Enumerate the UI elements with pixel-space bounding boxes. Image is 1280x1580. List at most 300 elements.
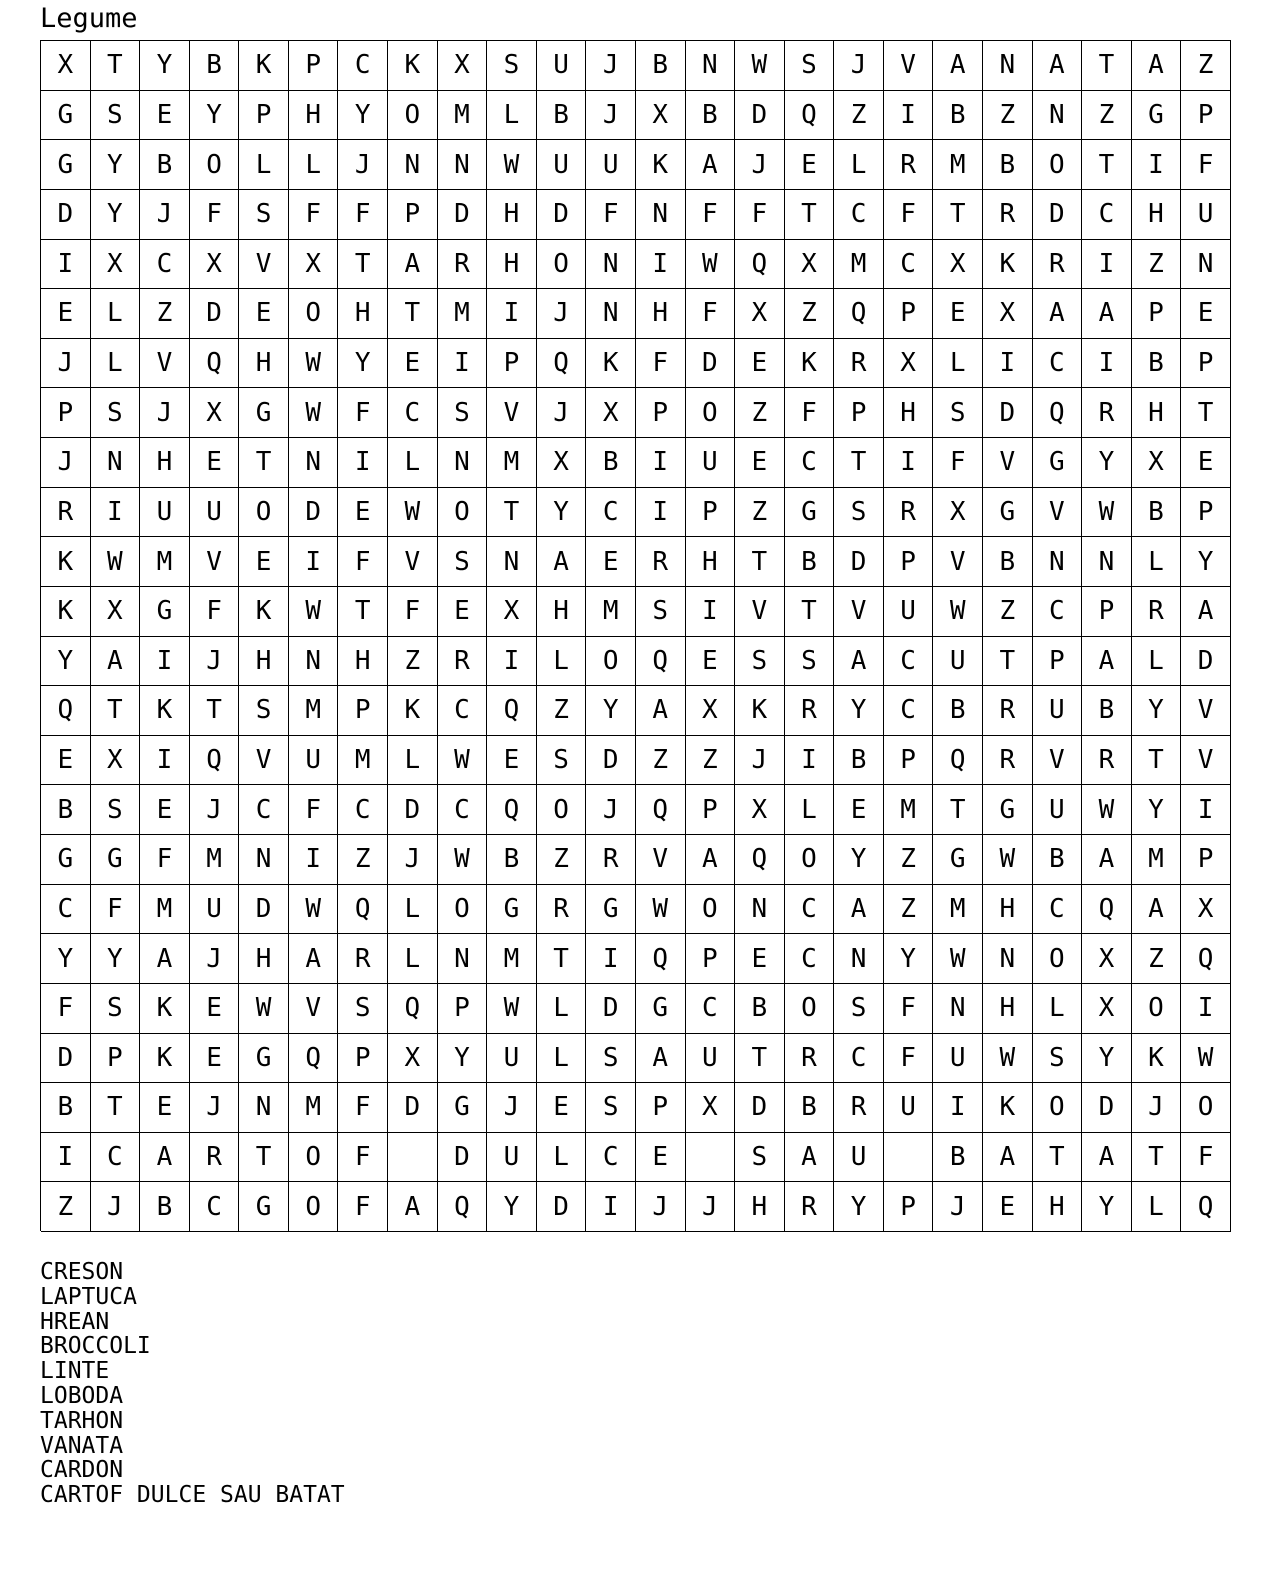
grid-cell: V <box>1181 686 1231 736</box>
grid-cell: Z <box>1132 240 1182 290</box>
grid-cell: V <box>487 388 537 438</box>
grid-cell: E <box>41 736 91 786</box>
grid-cell: I <box>1082 240 1132 290</box>
grid-cell: O <box>586 637 636 687</box>
grid-cell: B <box>636 41 686 91</box>
grid-cell: U <box>1181 190 1231 240</box>
grid-cell: W <box>933 934 983 984</box>
grid-cell: Q <box>1033 388 1083 438</box>
grid-cell: N <box>1033 91 1083 141</box>
grid-cell: D <box>537 1182 587 1232</box>
puzzle-title: Legume <box>40 3 138 34</box>
grid-cell: N <box>438 438 488 488</box>
grid-cell: M <box>834 240 884 290</box>
grid-cell: B <box>933 1133 983 1183</box>
grid-cell: O <box>785 835 835 885</box>
grid-cell: Y <box>1082 438 1132 488</box>
grid-cell: Q <box>1181 934 1231 984</box>
grid-cell: T <box>735 537 785 587</box>
word-list-item: HREAN <box>40 1308 110 1335</box>
grid-cell: X <box>686 686 736 736</box>
grid-cell: S <box>933 388 983 438</box>
grid-cell: J <box>586 91 636 141</box>
grid-cell: W <box>636 885 686 935</box>
grid-cell: F <box>289 190 339 240</box>
grid-cell: P <box>636 1083 686 1133</box>
grid-cell: X <box>388 1034 438 1084</box>
grid-row <box>41 240 1231 290</box>
grid-cell: D <box>834 537 884 587</box>
grid-cell: Y <box>438 1034 488 1084</box>
grid-cell: N <box>983 934 1033 984</box>
grid-cell: J <box>140 388 190 438</box>
word-list-item: CARDON <box>40 1457 124 1484</box>
grid-cell: H <box>239 339 289 389</box>
grid-cell: F <box>338 1083 388 1133</box>
grid-cell: S <box>438 388 488 438</box>
grid-cell: C <box>834 1034 884 1084</box>
grid-cell: Z <box>140 289 190 339</box>
grid-cell: I <box>140 736 190 786</box>
grid-cell: C <box>586 488 636 538</box>
grid-cell: M <box>438 91 488 141</box>
grid-cell: W <box>933 587 983 637</box>
grid-cell: Q <box>636 637 686 687</box>
grid-cell: H <box>1033 1182 1083 1232</box>
grid-cell: T <box>537 934 587 984</box>
grid-cell: N <box>1033 537 1083 587</box>
grid-cell: D <box>388 1083 438 1133</box>
grid-cell: D <box>1033 190 1083 240</box>
grid-cell: U <box>487 1034 537 1084</box>
grid-cell: B <box>1132 339 1182 389</box>
grid-cell: M <box>140 537 190 587</box>
grid-cell: T <box>1132 736 1182 786</box>
grid-cell: C <box>338 785 388 835</box>
grid-cell: F <box>338 537 388 587</box>
grid-cell: L <box>91 339 141 389</box>
grid-cell: X <box>537 438 587 488</box>
grid-cell: E <box>686 637 736 687</box>
word-list-item: BROCCOLI <box>40 1333 151 1360</box>
grid-cell: E <box>190 984 240 1034</box>
grid-cell: Z <box>1181 41 1231 91</box>
grid-cell: W <box>686 240 736 290</box>
grid-row <box>41 339 1231 389</box>
grid-cell: D <box>438 1133 488 1183</box>
grid-cell: I <box>636 438 686 488</box>
grid-cell: E <box>140 1083 190 1133</box>
grid-cell: B <box>1082 686 1132 736</box>
grid-cell: I <box>438 339 488 389</box>
grid-cell: J <box>190 934 240 984</box>
grid-cell: D <box>41 1034 91 1084</box>
grid-cell: Q <box>735 240 785 290</box>
grid-cell: V <box>636 835 686 885</box>
grid-cell: R <box>438 240 488 290</box>
grid-cell: U <box>190 488 240 538</box>
grid-cell: H <box>1132 190 1182 240</box>
grid-cell: M <box>289 686 339 736</box>
grid-cell: Y <box>537 488 587 538</box>
grid-cell: F <box>1181 1133 1231 1183</box>
grid-cell: P <box>388 190 438 240</box>
grid-cell: W <box>735 41 785 91</box>
grid-cell: P <box>686 934 736 984</box>
grid-cell: E <box>983 1182 1033 1232</box>
grid-cell: G <box>1033 438 1083 488</box>
grid-cell: M <box>140 885 190 935</box>
grid-cell: P <box>1181 91 1231 141</box>
grid-cell: E <box>537 1083 587 1133</box>
word-list-item: CRESON <box>40 1259 124 1285</box>
grid-cell: V <box>834 587 884 637</box>
grid-cell: H <box>239 637 289 687</box>
grid-cell: W <box>91 537 141 587</box>
grid-cell: K <box>388 41 438 91</box>
grid-cell: G <box>1132 91 1182 141</box>
grid-cell: I <box>1132 140 1182 190</box>
grid-row <box>41 885 1231 935</box>
grid-cell: N <box>239 835 289 885</box>
grid-cell: Y <box>1082 1034 1132 1084</box>
grid-cell: I <box>487 637 537 687</box>
grid-cell: M <box>487 438 537 488</box>
grid-cell: F <box>338 1133 388 1183</box>
grid-cell: D <box>537 190 587 240</box>
grid-cell: O <box>438 885 488 935</box>
grid-cell: W <box>1082 785 1132 835</box>
grid-cell: X <box>1181 885 1231 935</box>
grid-cell: T <box>785 190 835 240</box>
grid-cell: G <box>785 488 835 538</box>
grid-cell: N <box>834 934 884 984</box>
grid-cell: P <box>239 91 289 141</box>
grid-cell: A <box>1132 885 1182 935</box>
grid-cell: J <box>735 140 785 190</box>
grid-row <box>41 438 1231 488</box>
grid-cell: L <box>388 438 438 488</box>
grid-cell: W <box>438 835 488 885</box>
grid-cell: B <box>1033 835 1083 885</box>
grid-cell: C <box>388 388 438 438</box>
grid-cell: W <box>487 140 537 190</box>
grid-cell: N <box>933 984 983 1034</box>
grid-cell: J <box>190 637 240 687</box>
grid-cell: T <box>1132 1133 1182 1183</box>
grid-cell: S <box>834 488 884 538</box>
grid-cell: H <box>884 388 934 438</box>
grid-cell: G <box>438 1083 488 1133</box>
grid-cell: Y <box>91 934 141 984</box>
grid-cell: D <box>735 91 785 141</box>
grid-cell: Z <box>1132 934 1182 984</box>
grid-cell: T <box>91 686 141 736</box>
grid-row <box>41 488 1231 538</box>
grid-cell: N <box>487 537 537 587</box>
grid-cell: L <box>537 1034 587 1084</box>
grid-cell: X <box>1132 438 1182 488</box>
grid-cell: O <box>438 488 488 538</box>
grid-cell: C <box>834 190 884 240</box>
grid-cell: U <box>537 41 587 91</box>
grid-cell: E <box>487 736 537 786</box>
grid-cell: O <box>239 488 289 538</box>
grid-cell: E <box>140 91 190 141</box>
grid-cell: F <box>140 835 190 885</box>
grid-cell: I <box>785 736 835 786</box>
grid-cell: P <box>884 537 934 587</box>
grid-cell: B <box>983 537 1033 587</box>
grid-row <box>41 41 1231 91</box>
grid-cell: Z <box>338 835 388 885</box>
grid-cell: F <box>190 587 240 637</box>
grid-cell: A <box>1082 835 1132 885</box>
grid-cell: I <box>1181 785 1231 835</box>
grid-cell: G <box>239 1182 289 1232</box>
grid-cell: Y <box>338 91 388 141</box>
grid-cell: J <box>636 1182 686 1232</box>
grid-cell: X <box>438 41 488 91</box>
grid-cell: N <box>983 41 1033 91</box>
grid-cell: W <box>388 488 438 538</box>
grid-cell: W <box>289 885 339 935</box>
grid-cell: H <box>686 537 736 587</box>
word-list-item: LOBODA <box>40 1382 124 1409</box>
grid-row <box>41 289 1231 339</box>
grid-cell: P <box>636 388 686 438</box>
grid-cell: T <box>338 240 388 290</box>
grid-cell: Z <box>735 488 785 538</box>
grid-cell: M <box>338 736 388 786</box>
grid-cell: X <box>289 240 339 290</box>
grid-cell: U <box>686 1034 736 1084</box>
grid-cell: Q <box>537 339 587 389</box>
grid-cell: C <box>884 637 934 687</box>
grid-cell: Y <box>190 91 240 141</box>
grid-cell: J <box>537 388 587 438</box>
grid-cell: Q <box>1181 1182 1231 1232</box>
grid-cell: E <box>140 785 190 835</box>
grid-cell: L <box>537 637 587 687</box>
grid-cell: P <box>884 736 934 786</box>
grid-cell: E <box>190 1034 240 1084</box>
grid-cell: D <box>190 289 240 339</box>
grid-cell: H <box>537 587 587 637</box>
grid-cell: R <box>983 686 1033 736</box>
grid-cell: S <box>834 984 884 1034</box>
grid-cell: N <box>289 438 339 488</box>
grid-cell: Q <box>41 686 91 736</box>
grid-row <box>41 140 1231 190</box>
grid-cell: B <box>933 91 983 141</box>
grid-cell: R <box>190 1133 240 1183</box>
grid-cell: Y <box>586 686 636 736</box>
grid-cell: Y <box>91 140 141 190</box>
grid-cell: Z <box>537 835 587 885</box>
grid-cell: P <box>91 1034 141 1084</box>
grid-cell: Y <box>1132 686 1182 736</box>
grid-cell: I <box>933 1083 983 1133</box>
grid-row <box>41 91 1231 141</box>
grid-cell: J <box>190 785 240 835</box>
grid-cell: B <box>735 984 785 1034</box>
grid-cell: W <box>438 736 488 786</box>
grid-cell: A <box>1082 637 1132 687</box>
grid-cell: T <box>190 686 240 736</box>
grid-cell: T <box>735 1034 785 1084</box>
grid-cell: J <box>735 736 785 786</box>
grid-cell: K <box>239 587 289 637</box>
grid-cell: K <box>983 240 1033 290</box>
grid-cell: P <box>686 488 736 538</box>
grid-cell: B <box>586 438 636 488</box>
grid-cell: S <box>91 984 141 1034</box>
grid-cell: U <box>289 736 339 786</box>
grid-row <box>41 1182 1231 1232</box>
grid-cell: Z <box>41 1182 91 1232</box>
grid-cell: S <box>735 1133 785 1183</box>
grid-cell: F <box>338 190 388 240</box>
grid-cell: Z <box>686 736 736 786</box>
grid-cell: K <box>388 686 438 736</box>
grid-cell: R <box>586 835 636 885</box>
grid-cell: X <box>190 240 240 290</box>
grid-cell: H <box>289 91 339 141</box>
grid-cell: C <box>438 686 488 736</box>
grid-cell: J <box>487 1083 537 1133</box>
grid-cell: A <box>140 1133 190 1183</box>
grid-cell: M <box>487 934 537 984</box>
grid-cell: U <box>487 1133 537 1183</box>
grid-cell: A <box>289 934 339 984</box>
grid-cell: Q <box>735 835 785 885</box>
grid-cell: F <box>884 190 934 240</box>
grid-row <box>41 984 1231 1034</box>
grid-cell: A <box>834 885 884 935</box>
word-list <box>40 1260 345 1508</box>
grid-cell: X <box>1082 984 1132 1034</box>
word-list-item: TARHON <box>40 1407 124 1434</box>
grid-cell: A <box>933 41 983 91</box>
grid-cell: C <box>1033 339 1083 389</box>
grid-cell: K <box>735 686 785 736</box>
grid-cell: V <box>1033 736 1083 786</box>
grid-cell: L <box>1132 537 1182 587</box>
grid-cell: T <box>338 587 388 637</box>
grid-cell: J <box>91 1182 141 1232</box>
grid-cell: O <box>785 984 835 1034</box>
grid-cell: O <box>1033 140 1083 190</box>
grid-cell: K <box>140 686 190 736</box>
grid-cell: F <box>586 190 636 240</box>
grid-cell: J <box>586 41 636 91</box>
grid-cell: M <box>1132 835 1182 885</box>
grid-cell: Q <box>289 1034 339 1084</box>
grid-cell: U <box>686 438 736 488</box>
grid-cell: A <box>983 1133 1033 1183</box>
grid-cell: U <box>190 885 240 935</box>
grid-cell: X <box>91 240 141 290</box>
grid-cell: R <box>537 885 587 935</box>
grid-cell: X <box>190 388 240 438</box>
grid-cell: X <box>785 240 835 290</box>
grid-cell: P <box>438 984 488 1034</box>
grid-cell: U <box>933 1034 983 1084</box>
grid-cell: C <box>586 1133 636 1183</box>
grid-cell: J <box>388 835 438 885</box>
grid-cell: A <box>537 537 587 587</box>
grid-cell: X <box>41 41 91 91</box>
grid-cell: U <box>1033 686 1083 736</box>
grid-cell: D <box>983 388 1033 438</box>
grid-cell: E <box>239 537 289 587</box>
grid-cell: Z <box>834 91 884 141</box>
grid-cell: I <box>686 587 736 637</box>
grid-cell: S <box>785 41 835 91</box>
grid-cell: I <box>884 438 934 488</box>
grid-cell: L <box>785 785 835 835</box>
grid-cell: T <box>834 438 884 488</box>
grid-cell: B <box>686 91 736 141</box>
grid-cell: N <box>1082 537 1132 587</box>
grid-cell: I <box>289 835 339 885</box>
grid-cell: U <box>884 587 934 637</box>
word-list-item: LAPTUCA <box>40 1283 137 1310</box>
grid-cell: J <box>41 339 91 389</box>
grid-row <box>41 1083 1231 1133</box>
grid-cell: K <box>140 1034 190 1084</box>
grid-cell: I <box>289 537 339 587</box>
grid-cell: X <box>1082 934 1132 984</box>
grid-cell: B <box>933 686 983 736</box>
grid-cell: S <box>586 1083 636 1133</box>
grid-cell: A <box>834 637 884 687</box>
grid-cell: B <box>983 140 1033 190</box>
grid-cell: A <box>686 140 736 190</box>
grid-cell: J <box>41 438 91 488</box>
grid-cell: J <box>140 190 190 240</box>
grid-cell: Q <box>1082 885 1132 935</box>
grid-cell: L <box>1132 637 1182 687</box>
grid-cell: F <box>1181 140 1231 190</box>
grid-cell: H <box>487 240 537 290</box>
grid-cell: E <box>1181 438 1231 488</box>
grid-cell: Y <box>834 1182 884 1232</box>
grid-cell: L <box>933 339 983 389</box>
grid-cell: N <box>636 190 686 240</box>
grid-cell: C <box>438 785 488 835</box>
grid-cell: B <box>785 537 835 587</box>
grid-cell: T <box>487 488 537 538</box>
grid-cell: B <box>1132 488 1182 538</box>
grid-cell: O <box>1181 1083 1231 1133</box>
grid-cell: F <box>338 388 388 438</box>
grid-cell: A <box>785 1133 835 1183</box>
grid-cell: U <box>586 140 636 190</box>
grid-cell: I <box>586 1182 636 1232</box>
grid-row <box>41 785 1231 835</box>
grid-cell: R <box>41 488 91 538</box>
grid-cell: R <box>1082 388 1132 438</box>
grid-cell: A <box>140 934 190 984</box>
grid-cell: E <box>1181 289 1231 339</box>
grid-cell: W <box>289 339 339 389</box>
grid-cell: B <box>41 1083 91 1133</box>
grid-cell: W <box>289 587 339 637</box>
grid-cell: S <box>438 537 488 587</box>
grid-row <box>41 686 1231 736</box>
